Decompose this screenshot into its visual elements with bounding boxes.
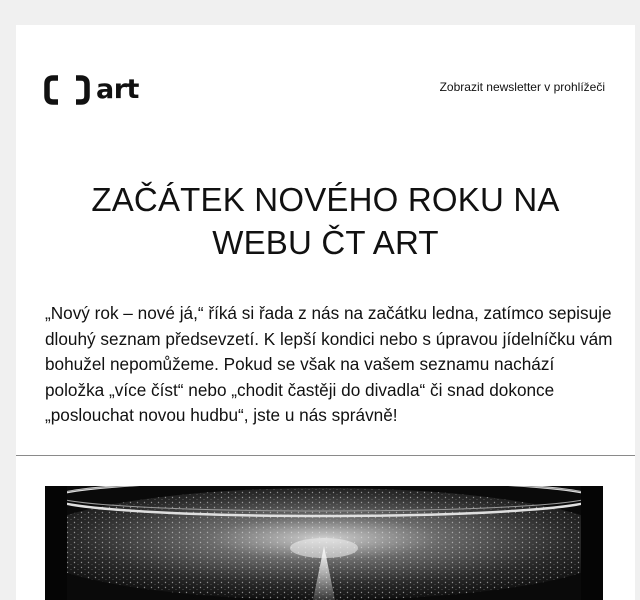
view-in-browser-link[interactable]: Zobrazit newsletter v prohlížeči <box>439 80 605 94</box>
page-title <box>16 178 635 264</box>
hero-image[interactable] <box>45 486 603 600</box>
newsletter-card <box>16 25 635 600</box>
headline-line-2: WEBU ČT ART <box>212 224 439 261</box>
ct-logo-icon <box>44 75 90 105</box>
divider <box>16 455 635 456</box>
ct-art-logo[interactable] <box>44 75 139 105</box>
hero-artwork <box>45 486 603 600</box>
logo-text: art <box>96 74 139 105</box>
headline-line-1: ZAČÁTEK NOVÉHO ROKU NA <box>91 181 560 218</box>
intro-paragraph: „Nový rok – nové já,“ říká si řada z nás na začátku ledna, zatímco sepisuje dlouhý seznam předsevzetí. K lepší kondici nebo s úpravou jídelníčku vám bohužel nepomůžeme. Pokud se však na vašem seznamu nachází položka „více číst“ nebo „chodit častěji do divadla“ či snad dokonce „poslouchat novou hudbu“, jste u nás správně! <box>45 303 613 425</box>
